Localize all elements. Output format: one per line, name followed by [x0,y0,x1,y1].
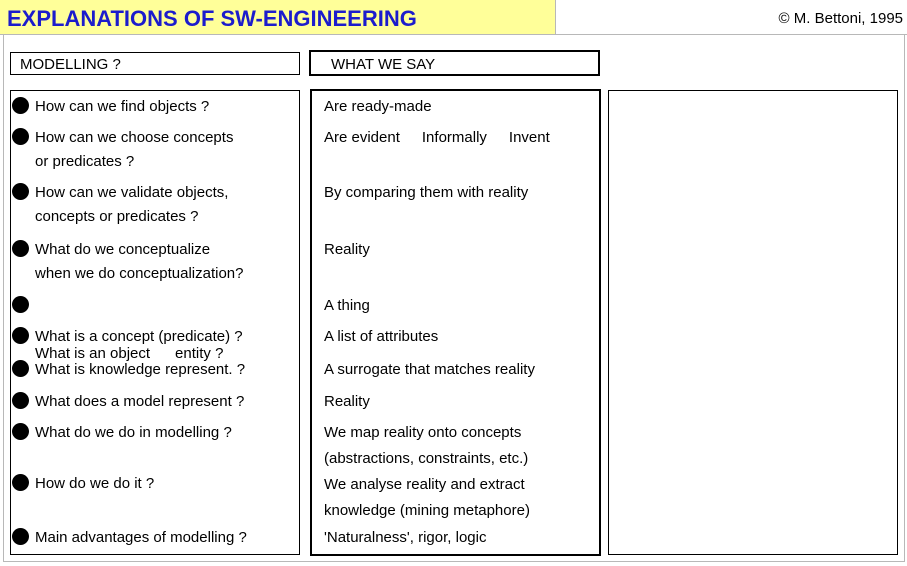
answer-9-line-1: We map reality onto concepts [324,424,522,441]
question-line: How can we choose concepts [35,129,234,146]
question-6 [35,325,243,349]
question-11 [35,526,247,550]
answer-1: Are ready-made [324,98,432,115]
question-line: or predicates ? [35,153,135,170]
title-banner [0,0,556,35]
bullet-icon [12,327,29,344]
question-line: How can we find objects ? [35,98,210,115]
question-line: Main advantages of modelling ? [35,529,247,546]
answer-7: A surrogate that matches reality [324,361,535,378]
bullet-icon [12,128,29,145]
bullet-icon [12,423,29,440]
question-line: How do we do it ? [35,475,155,492]
modelling-header [10,52,300,75]
answer-10-line-2: knowledge (mining metaphore) [324,502,530,519]
question-line: How can we validate objects, [35,184,229,201]
question-2 [35,126,233,174]
bullet-icon [12,183,29,200]
bullet-icon [12,528,29,545]
answer-6: A list of attributes [324,328,439,345]
question-line: What is an object entity ? [35,345,224,362]
bullet-icon [12,97,29,114]
page-title: EXPLANATIONS OF SW-ENGINEERING [7,6,417,31]
answer-8: Reality [324,393,370,410]
question-1 [35,95,209,119]
question-line: concepts or predicates ? [35,208,199,225]
question-line: What is knowledge represent. ? [35,361,246,378]
answer-4: Reality [324,241,370,258]
bullet-icon [12,474,29,491]
answer-10-line-1: We analyse reality and extract [324,476,525,493]
answer-5: A thing [324,297,370,314]
question-4 [35,238,243,286]
question-line: What do we conceptualize [35,241,211,258]
copyright-notice: © M. Bettoni, 1995 [778,10,903,27]
question-10 [35,472,154,496]
what-we-say-header [309,50,600,76]
bullet-icon [12,360,29,377]
what-we-say-header-label: WHAT WE SAY [331,56,436,73]
answer-11: 'Naturalness', rigor, logic [324,529,487,546]
question-9 [35,421,232,445]
answer-2-part-1: Are evident [324,129,400,146]
answer-2-part-2: Informally [421,129,487,146]
answer-3: By comparing them with reality [324,184,529,201]
answer-9-line-2: (abstractions, constraints, etc.) [324,450,529,467]
bullet-icon [12,240,29,257]
question-3 [35,181,228,229]
question-line: What does a model represent ? [35,393,245,410]
question-line: when we do conceptualization? [35,265,244,282]
bullet-icon [12,392,29,409]
answer-2-part-3: Invent [508,129,550,146]
empty-column [608,90,898,555]
answer-2 [324,126,550,150]
question-8 [35,390,244,414]
modelling-header-label: MODELLING ? [20,56,121,73]
question-line: What do we do in modelling ? [35,424,232,441]
question-7 [35,358,245,382]
question-line: What is a concept (predicate) ? [35,328,243,345]
bullet-icon [12,296,29,313]
